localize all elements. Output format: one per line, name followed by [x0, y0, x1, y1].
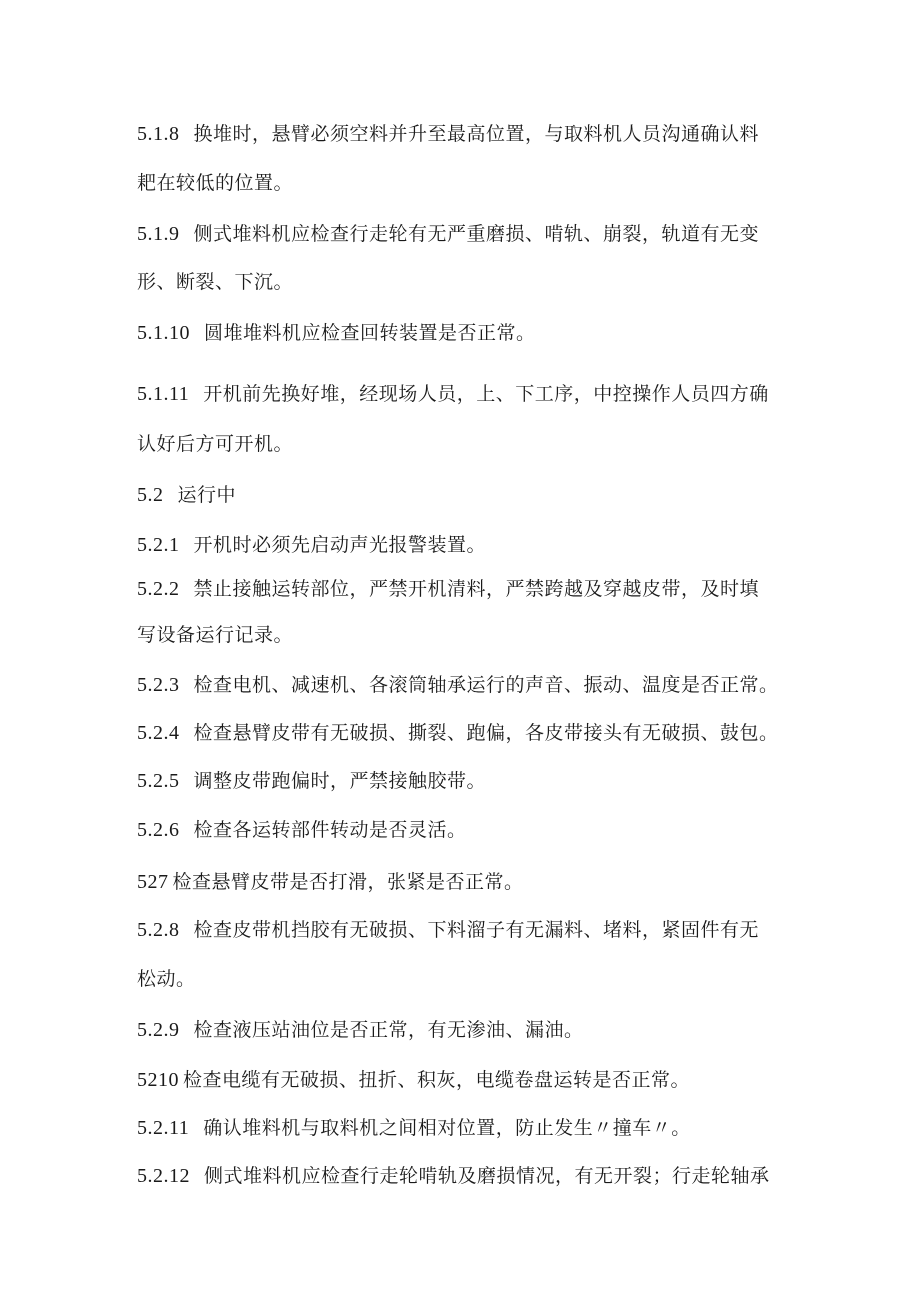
clause-text: 检查皮带机挡胶有无破损、下料溜子有无漏料、堵料，紧固件有无: [193, 919, 760, 941]
clause-5-2-3: [137, 673, 779, 697]
clause-text: 认好后方可开机。: [137, 433, 294, 455]
clause-5-1-11: [137, 382, 769, 406]
clause-text: 调整皮带跑偏时，严禁接触胶带。: [193, 770, 487, 792]
clause-5-1-9: [137, 222, 759, 246]
clause-5-2-12: [137, 1164, 770, 1188]
clause-number: 5.1.8: [137, 123, 180, 145]
clause-text: 耙在较低的位置。: [137, 172, 294, 194]
clause-text: 圆堆堆料机应检查回转装置是否正常。: [204, 322, 536, 344]
clause-text: 禁止接触运转部位，严禁开机清料，严禁跨越及穿越皮带，及时填: [193, 578, 760, 600]
clause-number: 5.2.1: [137, 534, 180, 556]
clause-text: 检查电缆有无破损、扭折、积灰，电缆卷盘运转是否正常。: [183, 1069, 691, 1091]
clause-text: 写设备运行记录。: [137, 624, 294, 646]
clause-number: 5.2.5: [137, 770, 180, 792]
clause-5-2-2: [137, 577, 759, 601]
clause-text: 检查各运转部件转动是否灵活。: [193, 819, 467, 841]
section-5-2: [137, 483, 236, 507]
clause-text: 换堆时，悬臂必须空料并升至最高位置，与取料机人员沟通确认料: [193, 123, 760, 145]
clause-5-2-2-cont: [137, 623, 293, 647]
clause-text: 侧式堆料机应检查行走轮啃轨及磨损情况，有无开裂；行走轮轴承: [204, 1165, 770, 1187]
clause-number: 5.2.8: [137, 919, 180, 941]
clause-number: 5.2.4: [137, 722, 180, 744]
clause-text: 形、断裂、下沉。: [137, 271, 294, 293]
clause-text: 确认堆料机与取料机之间相对位置，防止发生〃撞车〃。: [203, 1117, 691, 1139]
clause-text: 开机前先换好堆，经现场人员，上、下工序，中控操作人员四方确: [203, 383, 769, 405]
clause-number: 5.1.11: [137, 383, 190, 405]
clause-text: 松动。: [137, 968, 196, 990]
clause-5-2-4: [137, 721, 779, 745]
clause-5-2-9: [137, 1018, 584, 1042]
clause-5-2-11: [137, 1116, 691, 1140]
clause-5-1-10: [137, 321, 536, 345]
clause-5-2-5: [137, 769, 486, 793]
clause-number: 5.2.3: [137, 674, 180, 696]
clause-text: 检查液压站油位是否正常，有无渗油、漏油。: [193, 1019, 584, 1041]
clause-5-2-7: [137, 870, 524, 894]
clause-text: 检查电机、减速机、各滚筒轴承运行的声音、振动、温度是否正常。: [193, 674, 779, 696]
clause-5-1-8-cont: [137, 171, 293, 195]
section-title: 运行中: [177, 484, 237, 506]
clause-number: 5.2.6: [137, 819, 180, 841]
clause-text: 侧式堆料机应检查行走轮有无严重磨损、啃轨、崩裂，轨道有无变: [193, 223, 760, 245]
clause-5-2-8: [137, 918, 759, 942]
clause-5-1-9-cont: [137, 270, 293, 294]
clause-5-2-6: [137, 818, 467, 842]
clause-number: 5.2.12: [137, 1165, 190, 1187]
clause-number: 5.2: [137, 484, 164, 506]
clause-text: 检查悬臂皮带有无破损、撕裂、跑偏，各皮带接头有无破损、鼓包。: [193, 722, 779, 744]
clause-5-1-8: [137, 122, 759, 146]
clause-5-2-1: [137, 533, 486, 557]
clause-5-2-8-cont: [137, 967, 196, 991]
clause-number: 5210: [137, 1069, 179, 1091]
clause-number: 5.2.2: [137, 578, 180, 600]
clause-text: 开机时必须先启动声光报警装置。: [193, 534, 487, 556]
clause-number: 5.1.9: [137, 223, 180, 245]
clause-text: 检查悬臂皮带是否打滑，张紧是否正常。: [172, 871, 524, 893]
clause-number: 527: [137, 871, 169, 893]
clause-5-2-10: [137, 1068, 690, 1092]
clause-number: 5.2.9: [137, 1019, 180, 1041]
clause-number: 5.2.11: [137, 1117, 190, 1139]
clause-number: 5.1.10: [137, 322, 190, 344]
clause-5-1-11-cont: [137, 432, 293, 456]
